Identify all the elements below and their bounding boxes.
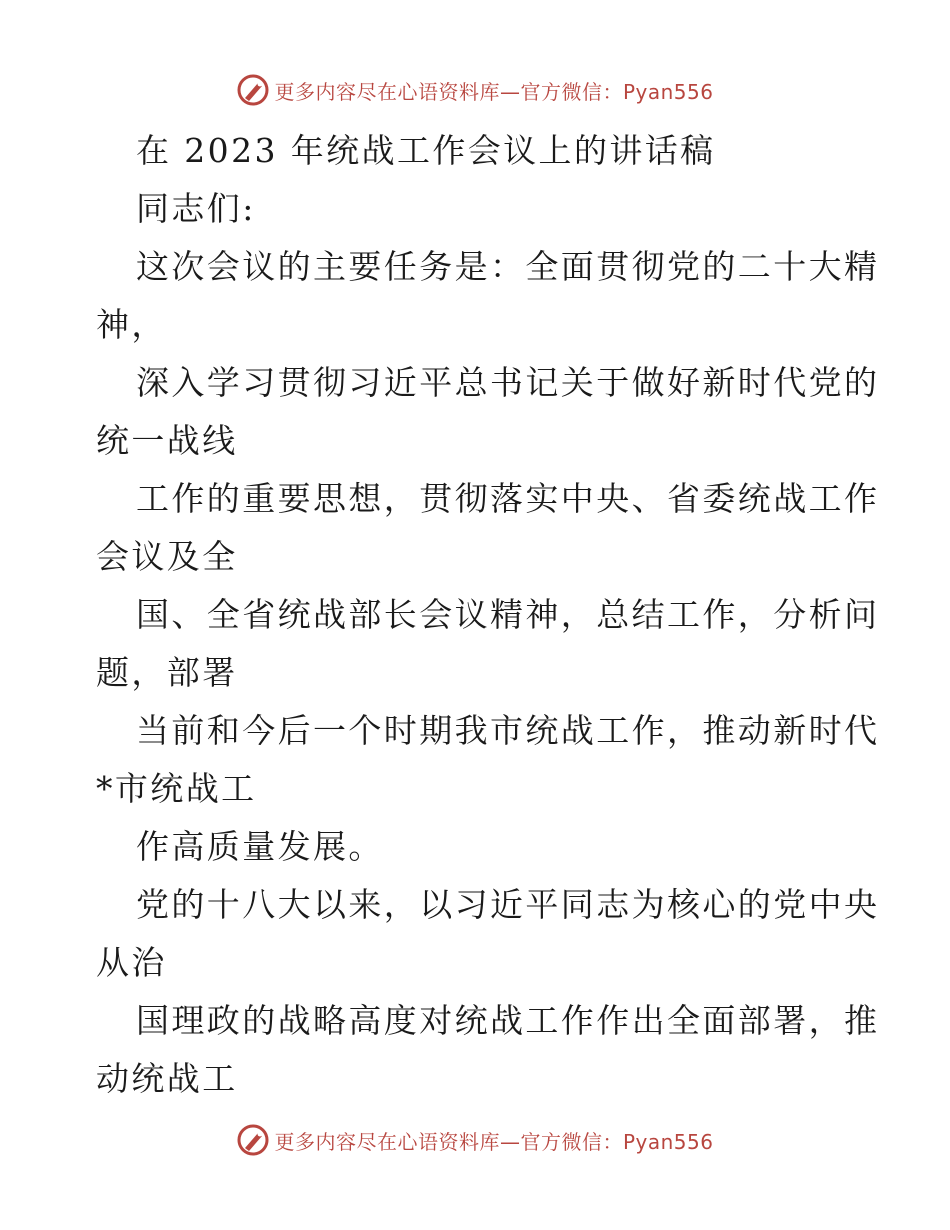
text-line: 国理政的战略高度对统战工作作出全面部署，推 bbox=[136, 1001, 880, 1040]
text-line: 作高质量发展。 bbox=[136, 827, 384, 866]
text-line: 国、全省统战部长会议精神，总结工作，分析问 bbox=[136, 595, 880, 634]
text-line: 同志们: bbox=[136, 189, 256, 228]
watermark-text: 更多内容尽在心语资料库—官方微信：Pyan556 bbox=[274, 1129, 714, 1154]
document-body bbox=[96, 122, 880, 1108]
text-line: 深入学习贯彻习近平总书记关于做好新时代党的 bbox=[136, 363, 880, 402]
pen-logo-icon bbox=[236, 73, 270, 107]
text-line: 当前和今后一个时期我市统战工作，推动新时代 bbox=[136, 711, 880, 750]
text-line: 动统战工 bbox=[96, 1059, 238, 1098]
text-line: 工作的重要思想，贯彻落实中央、省委统战工作 bbox=[136, 479, 880, 518]
pen-logo-icon bbox=[236, 1123, 270, 1157]
watermark-footer bbox=[0, 1120, 950, 1160]
text-line: 这次会议的主要任务是：全面贯彻党的二十大精 bbox=[136, 247, 880, 286]
text-line: *市统战工 bbox=[96, 769, 257, 808]
watermark-text: 更多内容尽在心语资料库—官方微信：Pyan556 bbox=[274, 79, 714, 104]
text-line: 题，部署 bbox=[96, 653, 238, 692]
text-line: 会议及全 bbox=[96, 537, 238, 576]
text-line: 在 2023 年统战工作会议上的讲话稿 bbox=[136, 131, 716, 170]
watermark-header bbox=[0, 70, 950, 110]
text-line: 从治 bbox=[96, 943, 167, 982]
text-line: 党的十八大以来，以习近平同志为核心的党中央 bbox=[136, 885, 880, 924]
text-line: 统一战线 bbox=[96, 421, 238, 460]
text-line: 神， bbox=[96, 305, 167, 344]
